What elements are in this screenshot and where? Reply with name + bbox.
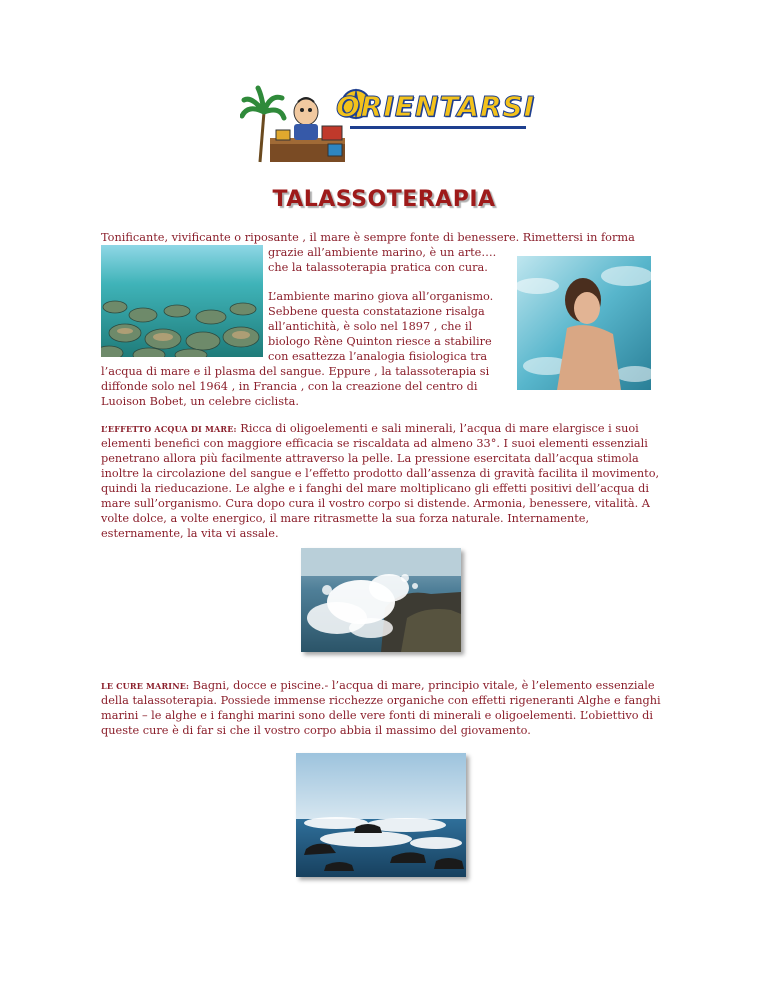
- intro-line-11: Luoison Bobet, un celebre ciclista.: [101, 395, 299, 408]
- effetto-line-5: quindi la rieducazione. Le alghe e i fanghi del mare moltiplicano gli effetti positivi dell’acqua di: [101, 482, 649, 495]
- intro-line-9: l’acqua di mare e il plasma del sangue. Eppure , la talassoterapia si: [101, 365, 490, 378]
- effetto-text-1: Ricca di oligoelementi e sali minerali, l’acqua di mare elargisce i suoi: [236, 422, 639, 435]
- cure-heading: LE CURE MARINE:: [101, 681, 190, 691]
- effetto-line-2: elementi benefici con maggiore efficacia se riscaldata ad almeno 33°. I suoi elementi essenziali: [101, 437, 648, 450]
- effetto-line-8: esternamente, la vita vi assale.: [101, 527, 279, 540]
- intro-line-2: grazie all’ambiente marino, è un arte….: [268, 246, 497, 259]
- logo: [240, 82, 536, 168]
- rocky-coast-image: [296, 753, 466, 877]
- woman-in-water-image: [517, 256, 651, 390]
- cure-line-2: della talassoterapia. Possiede immense ricchezze organiche con effetti rigeneranti Alghe e fanghi: [101, 694, 661, 707]
- intro-line-8: con esattezza l’analogia fisiologica tra: [268, 350, 488, 363]
- wave-on-rocks-image: [301, 548, 461, 652]
- intro-line-7: biologo Rène Quinton riesce a stabilire: [268, 335, 492, 348]
- effetto-line-4: inoltre la circolazione del sangue e l’effetto prodotto dall’assenza di gravità facilita il movimento,: [101, 467, 660, 480]
- underwater-reef-image: [101, 245, 263, 357]
- effetto-line-6: mare sull’organismo. Cura dopo cura il vostro corpo si distende. Armonia, benessere, vitalità. A: [101, 497, 650, 510]
- logo-underline: [350, 126, 526, 129]
- traveler-cartoon-icon: [240, 82, 350, 168]
- intro-line-4: L’ambiente marino giova all’organismo.: [268, 290, 494, 303]
- intro-line-3: che la talassoterapia pratica con cura.: [268, 261, 488, 274]
- intro-line-5: Sebbene questa constatazione risalga: [268, 305, 485, 318]
- effetto-heading: L’EFFETTO ACQUA DI MARE:: [101, 424, 237, 434]
- effetto-line-3: penetrano allora più facilmente attraverso la pelle. La pressione esercitata dall’acqua stimola: [101, 452, 639, 465]
- intro-line-1: Tonificante, vivificante o riposante , il mare è sempre fonte di benessere. Rimettersi in forma: [101, 231, 635, 244]
- logo-text: ORIENTARSI: [336, 90, 536, 123]
- page-title: TALASSOTERAPIA: [272, 187, 496, 212]
- cure-line-3: marini – le alghe e i fanghi marini sono delle vere fonti di minerali e oligoelementi. L’obiettivo di: [101, 709, 653, 722]
- cure-text-1: Bagni, docce e piscine.- l’acqua di mare, principio vitale, è l’elemento essenziale: [189, 679, 655, 692]
- effetto-line-7: volte dolce, a volte energico, il mare ritrasmette la sua forza naturale. Internamente,: [101, 512, 590, 525]
- cure-line-4: queste cure è di far si che il vostro corpo abbia il massimo del giovamento.: [101, 724, 531, 737]
- intro-line-10: diffonde solo nel 1964 , in Francia , con la creazione del centro di: [101, 380, 478, 393]
- intro-line-6: all’antichità, è solo nel 1897 , che il: [268, 320, 473, 333]
